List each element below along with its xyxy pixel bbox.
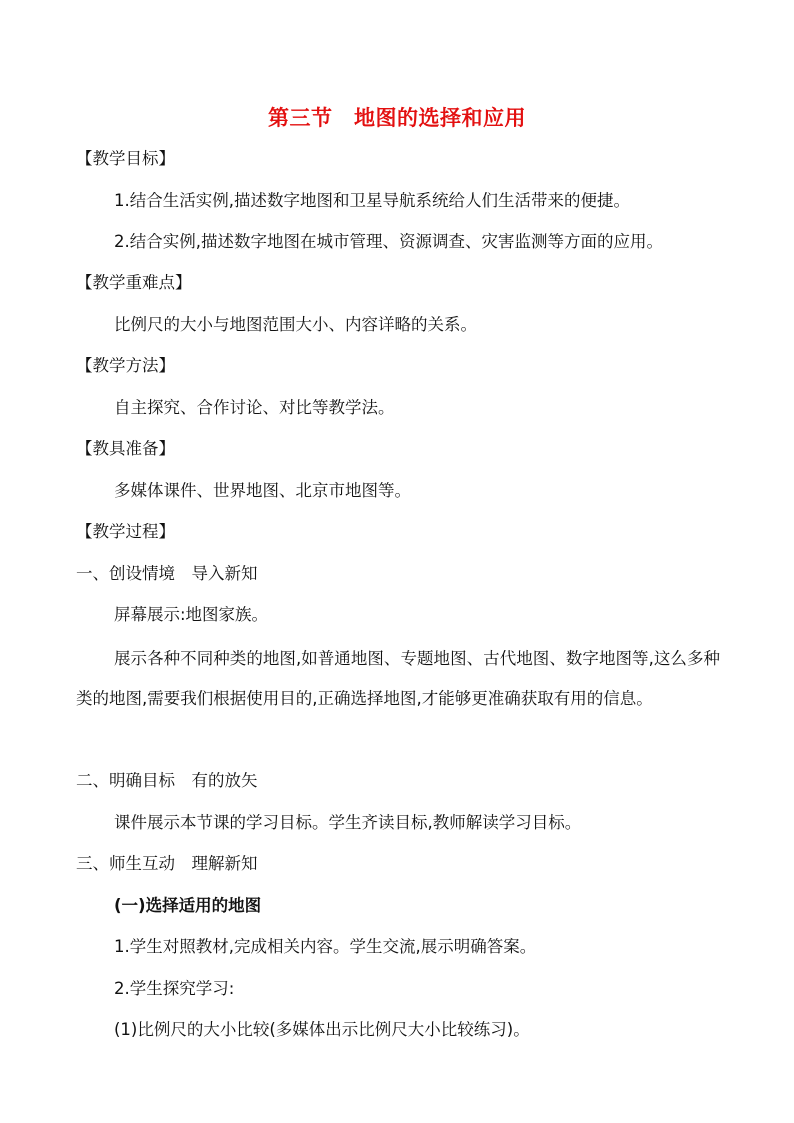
step-1-paragraph-2: 展示各种不同种类的地图,如普通地图、专题地图、古代地图、数字地图等,这么多种类的地图,需要我们根据使用目的,正确选择地图,才能够更准确获取有用的信息。 xyxy=(76,649,720,708)
step-3-item-2: 2.学生探究学习: xyxy=(114,979,235,998)
step-1-paragraph-1: 屏幕展示:地图家族。 xyxy=(114,605,269,624)
tools-text: 多媒体课件、世界地图、北京市地图等。 xyxy=(114,481,411,500)
section-heading-methods: 【教学方法】 xyxy=(76,356,175,375)
step-3-item-3: (1)比例尺的大小比较(多媒体出示比例尺大小比较练习)。 xyxy=(114,1020,530,1039)
page-title: 第三节 地图的选择和应用 xyxy=(268,106,526,130)
step-3-item-1: 1.学生对照教材,完成相关内容。学生交流,展示明确答案。 xyxy=(114,937,537,956)
key-points-text: 比例尺的大小与地图范围大小、内容详略的关系。 xyxy=(114,315,477,334)
methods-text: 自主探究、合作讨论、对比等教学法。 xyxy=(114,398,395,417)
step-2-heading: 二、明确目标 有的放矢 xyxy=(76,771,258,790)
step-1-heading: 一、创设情境 导入新知 xyxy=(76,564,258,583)
section-heading-key-points: 【教学重难点】 xyxy=(76,273,192,292)
step-2-paragraph-1: 课件展示本节课的学习目标。学生齐读目标,教师解读学习目标。 xyxy=(114,813,582,832)
step-3-heading: 三、师生互动 理解新知 xyxy=(76,854,258,873)
step-3-subheading-1: (一)选择适用的地图 xyxy=(114,896,262,915)
goal-item-2: 2.结合实例,描述数字地图在城市管理、资源调查、灾害监测等方面的应用。 xyxy=(114,232,663,251)
goal-item-1: 1.结合生活实例,描述数字地图和卫星导航系统给人们生活带来的便捷。 xyxy=(114,191,630,210)
section-heading-process: 【教学过程】 xyxy=(76,522,175,541)
section-heading-goals: 【教学目标】 xyxy=(76,149,175,168)
section-heading-tools: 【教具准备】 xyxy=(76,439,175,458)
